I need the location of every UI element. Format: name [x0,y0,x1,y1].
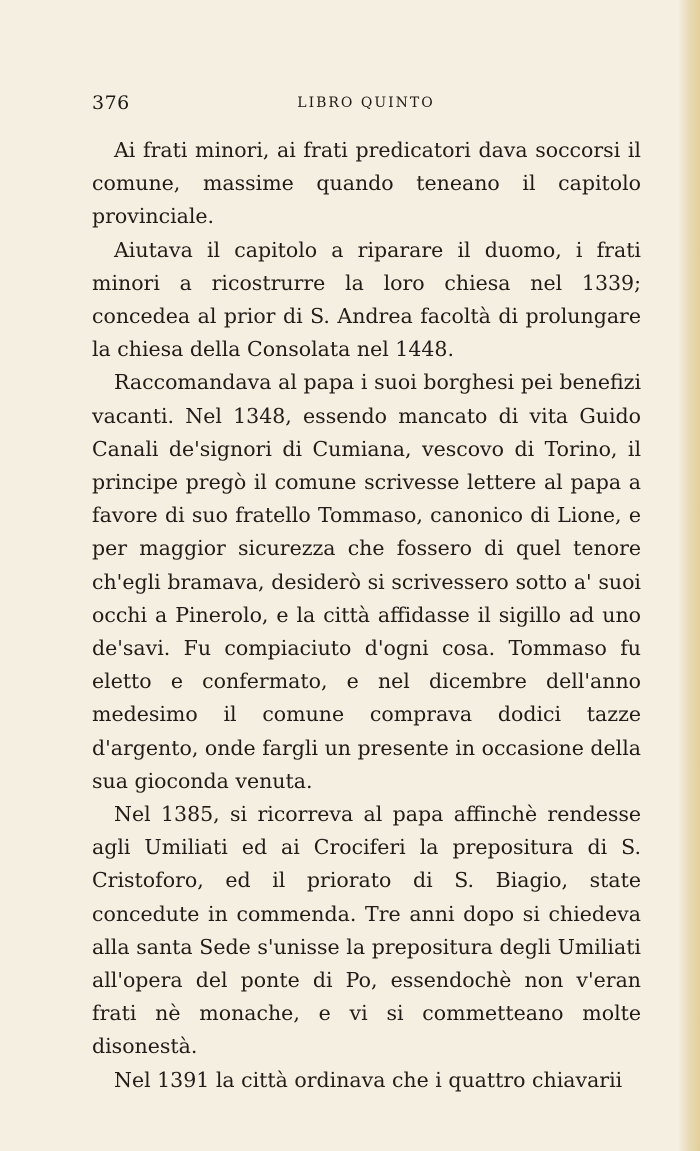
running-header [92,92,640,116]
body-text [92,134,641,1097]
paragraph-2: Aiutava il capitolo a riparare il duomo, i frati minori a ricostrurre la loro chiesa nel 1339; concedea al prior di S. Andrea facoltà di prolungare la chiesa della Consolata nel 1448. [92,237,641,362]
page-edge-shadow [678,0,700,1151]
paragraph-3: Raccomandava al papa i suoi borghesi pei benefizi vacanti. Nel 1348, essendo mancato di vita Guido Canali de'signori di Cumiana, vescovo di Torino, il principe pregò il comune scrivesse lettere al papa a favore di suo fratello Tommaso, canonico di Lione, e per maggior sicurezza che fossero di quel tenore ch'egli bramava, desiderò si scrivessero sotto a' suoi occhi a Pinerolo, e la città affidasse il sigillo ad uno de'savi. Fu compiaciuto d'ogni cosa. Tommaso fu eletto e confermato, e nel dicembre dell'anno medesimo il comune comprava dodici tazze d'argento, onde fargli un presente in occasione della sua gioconda venuta. [92,370,641,793]
page-number: 376 [92,92,130,114]
paragraph-4: Nel 1385, si ricorreva al papa affinchè rendesse agli Umiliati ed ai Crociferi la prepositura di S. Cristoforo, ed il priorato di S. Biagio, state concedute in commenda. Tre anni dopo si chiedeva alla santa Sede s'unisse la prepositura degli Umiliati all'opera del ponte di Po, essendochè non v'eran frati nè monache, e vi si commetteano molte disonestà. [92,802,641,1059]
paragraph-1: Ai frati minori, ai frati predicatori dava soccorsi il comune, massime quando teneano il capitolo provinciale. [92,138,641,229]
paragraph-5: Nel 1391 la città ordinava che i quattro chiavarii [114,1067,623,1092]
running-title: LIBRO QUINTO [297,95,435,111]
